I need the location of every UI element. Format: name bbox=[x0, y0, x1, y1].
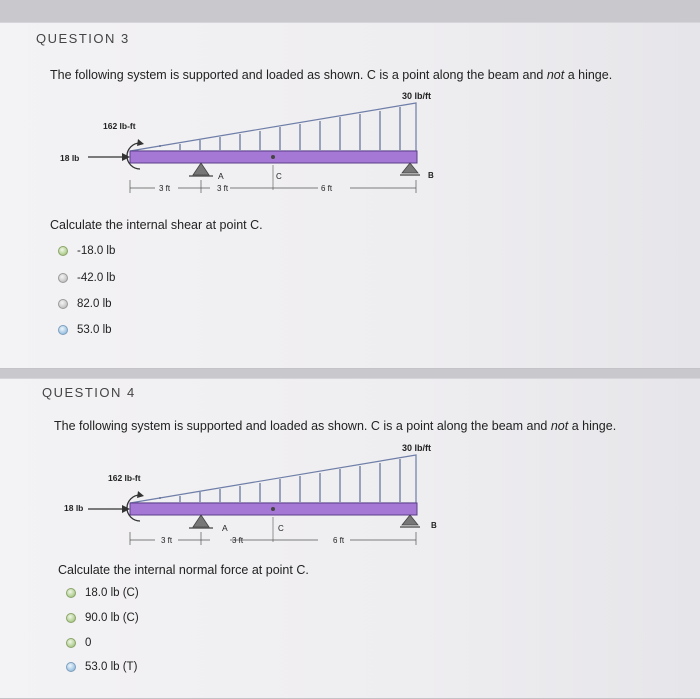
radio-button[interactable] bbox=[58, 246, 68, 256]
dim-2: 3 ft bbox=[217, 184, 229, 193]
pin-support-a bbox=[193, 163, 209, 175]
option-row[interactable] bbox=[58, 298, 112, 310]
radio-button[interactable] bbox=[66, 588, 76, 598]
option-row[interactable] bbox=[58, 245, 115, 257]
load-label: 30 lb/ft bbox=[402, 91, 432, 101]
option-label: -42.0 lb bbox=[77, 272, 116, 284]
question-3-panel bbox=[0, 22, 700, 369]
distributed-load-outline bbox=[130, 103, 416, 151]
option-label: 53.0 lb bbox=[77, 324, 112, 336]
question-3-prompt: The following system is supported and loaded as shown. C is a point along the beam and not a hinge. bbox=[50, 68, 613, 82]
beam-diagram bbox=[50, 439, 470, 559]
dim-3: 6 ft bbox=[333, 536, 345, 545]
label-b: B bbox=[428, 171, 434, 180]
roller-support-b bbox=[402, 163, 418, 173]
radio-button[interactable] bbox=[66, 613, 76, 623]
label-c: C bbox=[276, 172, 282, 181]
question-3-heading: QUESTION 3 bbox=[36, 31, 130, 46]
radio-button[interactable] bbox=[66, 638, 76, 648]
option-row[interactable] bbox=[66, 661, 137, 673]
option-row[interactable] bbox=[66, 637, 91, 649]
question-4-heading: QUESTION 4 bbox=[42, 385, 136, 400]
moment-label: 162 lb-ft bbox=[103, 121, 136, 131]
force-label: 18 lb bbox=[64, 503, 84, 513]
question-4-prompt: The following system is supported and loaded as shown. C is a point along the beam and not a hinge. bbox=[54, 419, 617, 433]
label-a: A bbox=[222, 523, 228, 533]
option-row[interactable] bbox=[58, 324, 112, 336]
radio-button[interactable] bbox=[58, 325, 68, 335]
radio-button[interactable] bbox=[58, 299, 68, 309]
option-row[interactable] bbox=[66, 612, 139, 624]
option-label: -18.0 lb bbox=[77, 245, 116, 257]
question-3-sub: Calculate the internal shear at point C. bbox=[50, 218, 263, 232]
label-b: B bbox=[431, 521, 437, 530]
radio-button[interactable] bbox=[58, 273, 68, 283]
dim-2: 3 ft bbox=[232, 536, 244, 545]
dim-1: 3 ft bbox=[161, 536, 173, 545]
roller-support-b bbox=[402, 515, 418, 525]
dim-1: 3 ft bbox=[159, 184, 171, 193]
load-label: 30 lb/ft bbox=[402, 443, 432, 453]
point-c-marker bbox=[271, 507, 275, 511]
force-label: 18 lb bbox=[60, 153, 80, 163]
option-label: 18.0 lb (C) bbox=[85, 587, 139, 599]
option-row[interactable] bbox=[58, 272, 115, 284]
radio-button[interactable] bbox=[66, 662, 76, 672]
load-arrows bbox=[160, 107, 400, 150]
question-4-sub: Calculate the internal normal force at point C. bbox=[58, 563, 309, 577]
load-arrows bbox=[160, 459, 400, 502]
option-label: 82.0 lb bbox=[77, 298, 112, 310]
option-label: 90.0 lb (C) bbox=[85, 612, 139, 624]
option-label: 0 bbox=[85, 637, 92, 649]
question-4-panel bbox=[0, 378, 700, 699]
label-a: A bbox=[218, 171, 224, 181]
dim-3: 6 ft bbox=[321, 184, 333, 193]
beam-diagram bbox=[50, 87, 470, 207]
distributed-load-outline bbox=[130, 455, 416, 503]
point-c-marker bbox=[271, 155, 275, 159]
option-label: 53.0 lb (T) bbox=[85, 661, 138, 673]
label-c: C bbox=[278, 524, 284, 533]
pin-support-a bbox=[193, 515, 209, 527]
moment-label: 162 lb-ft bbox=[108, 473, 141, 483]
option-row[interactable] bbox=[66, 587, 139, 599]
